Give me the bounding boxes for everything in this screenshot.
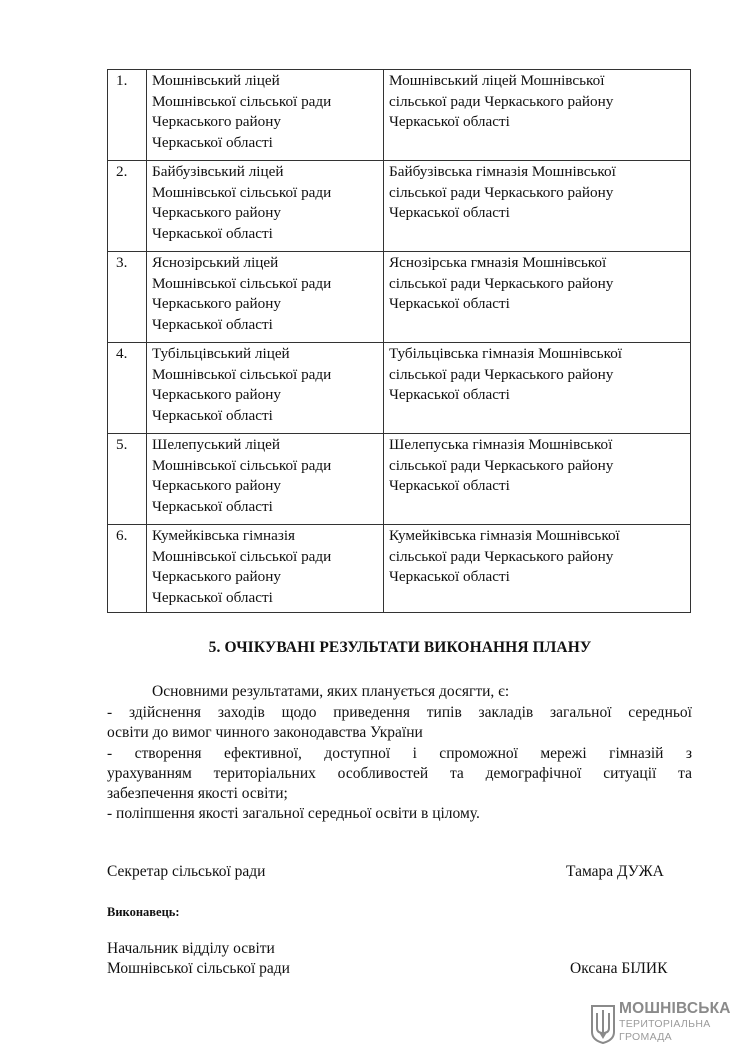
- new-school-name: Кумейківська гімназія Мошнівської сільської ради Черкаського району Черкаської області: [384, 525, 691, 613]
- new-school-name: Байбузівська гімназія Мошнівської сільської ради Черкаського району Черкаської області: [384, 161, 691, 252]
- table-row: [108, 434, 691, 525]
- head-title-line2: Мошнівської сільської ради: [107, 960, 290, 977]
- result-line: урахуванням територіальних особливостей та демографічної ситуації та: [107, 765, 692, 782]
- row-number: 2.: [108, 161, 147, 252]
- row-number: 3.: [108, 252, 147, 343]
- schools-table: [107, 69, 691, 613]
- result-line: забезпечення якості освіти;: [107, 785, 288, 802]
- secretary-title: Секретар сільської ради: [107, 863, 266, 880]
- brand-subtitle: ГРОМАДА: [619, 1031, 672, 1043]
- section-intro: Основними результатами, яких планується досягти, є:: [152, 683, 510, 700]
- new-school-name: Тубільцівська гімназія Мошнівської сільської ради Черкаського району Черкаської області: [384, 343, 691, 434]
- table-row: [108, 343, 691, 434]
- row-number: 4.: [108, 343, 147, 434]
- old-school-name: Тубільцівський ліцей Мошнівської сільської ради Черкаського району Черкаської області: [147, 343, 384, 434]
- new-school-name: Шелепуська гімназія Мошнівської сільської ради Черкаського району Черкаської області: [384, 434, 691, 525]
- brand-title: МОШНІВСЬКА: [619, 1000, 731, 1017]
- table-row: [108, 525, 691, 613]
- old-school-name: Яснозірський ліцей Мошнівської сільської ради Черкаського району Черкаської області: [147, 252, 384, 343]
- table-row: [108, 252, 691, 343]
- old-school-name: Кумейківська гімназія Мошнівської сільської ради Черкаського району Черкаської області: [147, 525, 384, 613]
- community-logo: [590, 1000, 730, 1048]
- result-line: - поліпшення якості загальної середньої освіти в цілому.: [107, 805, 480, 822]
- table-row: [108, 70, 691, 161]
- trident-icon: [590, 1002, 616, 1044]
- secretary-name: Тамара ДУЖА: [566, 863, 664, 880]
- row-number: 5.: [108, 434, 147, 525]
- row-number: 1.: [108, 70, 147, 161]
- result-line: - здійснення заходів щодо приведення типів закладів загальної середньої: [107, 704, 692, 721]
- result-line: освіти до вимог чинного законодавства України: [107, 724, 423, 741]
- old-school-name: Байбузівський ліцей Мошнівської сільської ради Черкаського району Черкаської області: [147, 161, 384, 252]
- old-school-name: Шелепуський ліцей Мошнівської сільської ради Черкаського району Черкаської області: [147, 434, 384, 525]
- table-row: [108, 161, 691, 252]
- section-heading: 5. ОЧІКУВАНІ РЕЗУЛЬТАТИ ВИКОНАННЯ ПЛАНУ: [208, 639, 592, 656]
- new-school-name: Яснозірська гмназія Мошнівської сільської ради Черкаського району Черкаської області: [384, 252, 691, 343]
- head-title-line1: Начальник відділу освіти: [107, 940, 275, 957]
- head-name: Оксана БІЛИК: [570, 960, 668, 977]
- executor-label: Виконавець:: [107, 905, 180, 919]
- new-school-name: Мошнівський ліцей Мошнівської сільської ради Черкаського району Черкаської області: [384, 70, 691, 161]
- brand-subtitle: ТЕРИТОРІАЛЬНА: [619, 1018, 711, 1030]
- row-number: 6.: [108, 525, 147, 613]
- result-line: - створення ефективної, доступної і спроможної мережі гімназій з: [107, 745, 692, 762]
- old-school-name: Мошнівський ліцей Мошнівської сільської ради Черкаського району Черкаської області: [147, 70, 384, 161]
